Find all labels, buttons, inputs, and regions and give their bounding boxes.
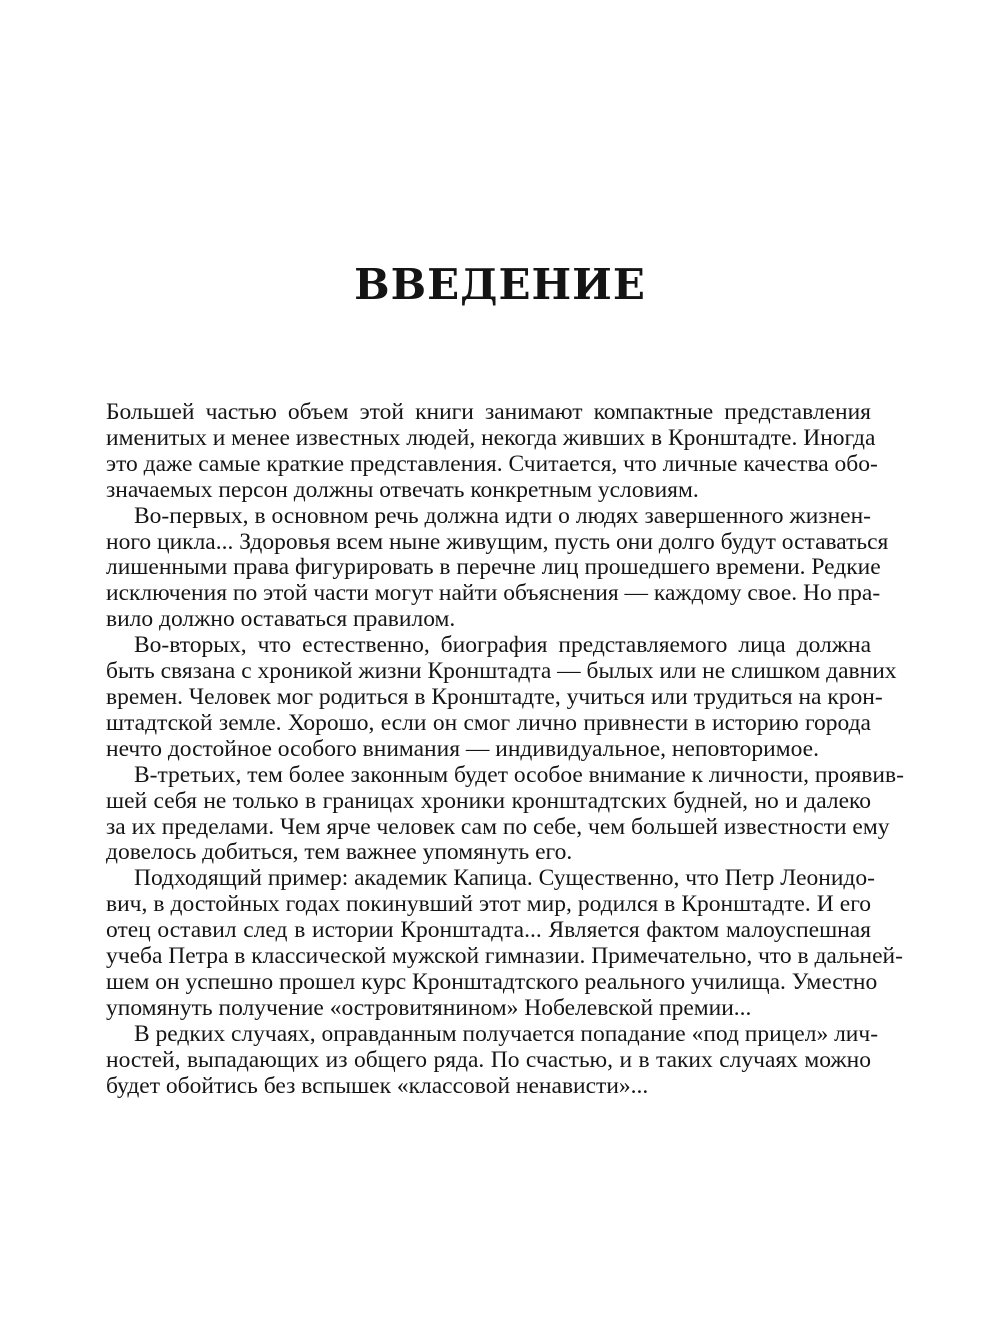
text-line: учеба Петра в классической мужской гимназии. Примечательно, что в дальней- [106,943,903,970]
text-line: шем он успешно прошел курс Кронштадтского реального училища. Уместно [106,968,878,995]
paragraph [106,399,878,504]
paragraph [106,761,904,867]
text-line: вич, в достойных годах покинувший этот мир, родился в Кронштадте. И его [106,891,871,918]
text-line: за их пределами. Чем ярче человек сам по себе, чем большей известности ему [106,813,890,840]
text-line: быть связана с хроникой жизни Кронштадта — былых или не слишком давних [106,658,897,685]
text-line: именитых и менее известных людей, некогда живших в Кронштадте. Иногда [106,424,876,451]
text-line: нечто достойное особого внимания — индивидуальное, неповторимое. [106,735,819,762]
text-line: будет обойтись без вспышек «классовой ненависти»... [106,1072,649,1099]
text-line: Подходящий пример: академик Капица. Существенно, что Петр Леонидо- [134,865,875,892]
text-line: вило должно оставаться правилом. [106,606,456,633]
text-line: упомянуть получение «островитянином» Нобелевской премии... [106,994,752,1021]
text-line: это даже самые краткие представления. Считается, что личные качества обо- [106,450,878,477]
text-line: отец оставил след в истории Кронштадта... Является фактом малоуспешная [106,917,871,944]
text-line: довелось добиться, тем важнее упомянуть его. [106,839,573,866]
text-line: Во-вторых, что естественно, биография представляемого лица должна [134,632,871,659]
text-line: штадтской земле. Хорошо, если он смог лично привнести в историю города [106,709,871,736]
text-line: исключения по этой части могут найти объяснения — каждому свое. Но пра- [106,580,881,607]
paragraph [106,1020,879,1100]
text-line: ностей, выпадающих из общего ряда. По счастью, и в таких случаях можно [106,1046,871,1073]
paragraph [106,632,897,763]
paragraph [106,865,903,1021]
text-line: шей себя не только в границах хроники кронштадтских будней, но и далеко [106,787,871,814]
text-line: времен. Человек мог родиться в Кронштадте, учиться или трудиться на крон- [106,683,883,710]
text-line: В редких случаях, оправданным получается попадание «под прицел» лич- [134,1020,879,1047]
text-line: ного цикла... Здоровья всем ныне живущим, пусть они долго будут оставаться [106,528,889,555]
text-line: лишенными права фигурировать в перечне лиц прошедшего времени. Редкие [106,554,881,581]
paragraph [106,502,889,634]
text-line: В-третьих, тем более законным будет особое внимание к личности, проявив- [134,761,904,788]
text-line: Большей частью объем этой книги занимают компактные представления [106,399,871,425]
text-line: значаемых персон должны отвечать конкретным условиям. [106,476,699,503]
text-body [106,399,904,1099]
chapter-title: ВВЕДЕНИЕ [354,260,646,309]
text-line: Во-первых, в основном речь должна идти о людях завершенного жизнен- [134,502,871,529]
